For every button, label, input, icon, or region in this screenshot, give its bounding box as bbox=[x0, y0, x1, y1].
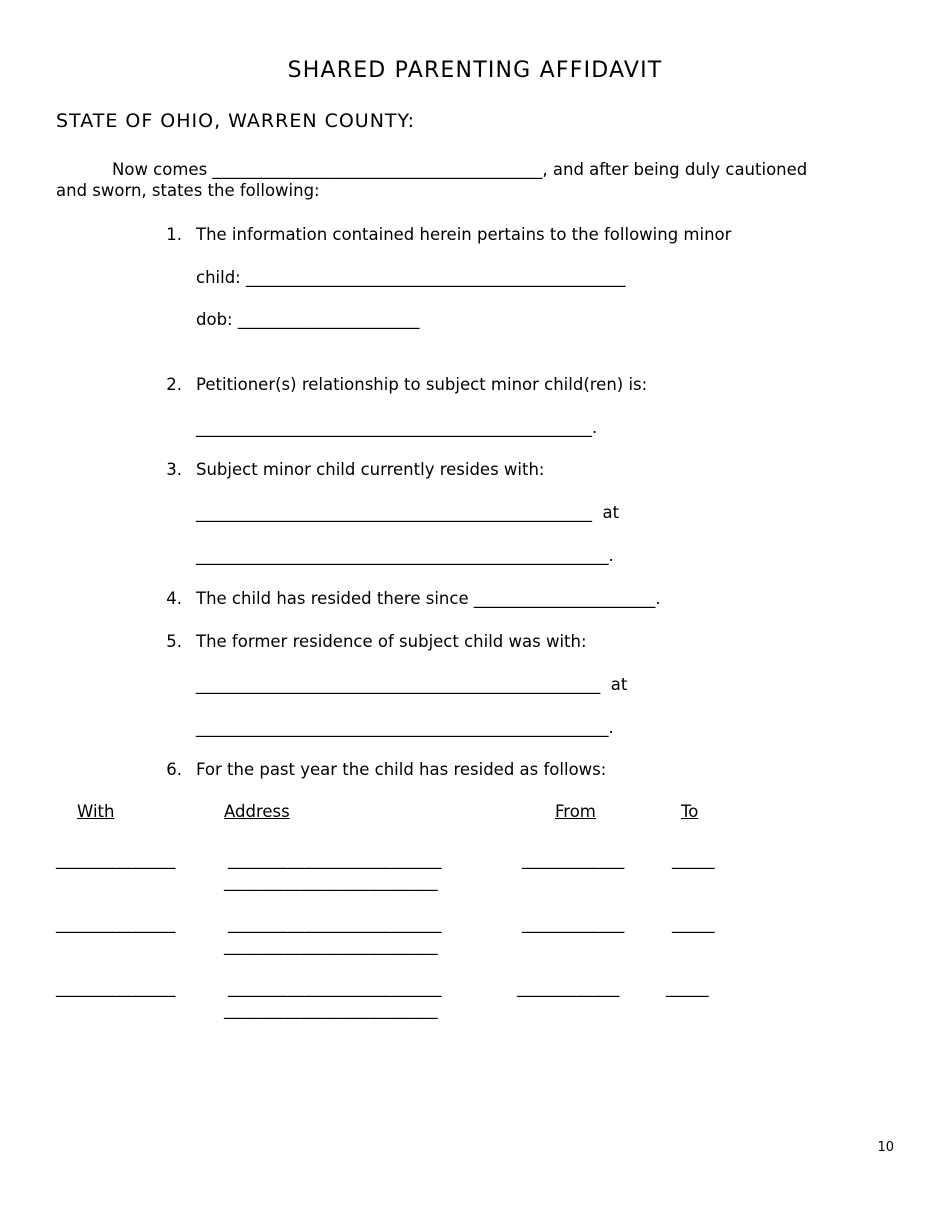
row-2-with-field[interactable]: ______________ bbox=[56, 914, 176, 933]
row-1-from-field[interactable]: ____________ bbox=[522, 850, 625, 869]
row-2-to-field[interactable]: _____ bbox=[672, 914, 715, 933]
item-4-number: 4. bbox=[166, 589, 182, 608]
former-resides-with-field[interactable]: _________________________________________________ at bbox=[196, 675, 628, 694]
row-3-with-field[interactable]: ______________ bbox=[56, 978, 176, 997]
row-2-address-line2-field[interactable]: _________________________ bbox=[224, 936, 438, 955]
item-6-text: For the past year the child has resided as follows: bbox=[196, 760, 607, 779]
jurisdiction-heading: STATE OF OHIO, WARREN COUNTY: bbox=[56, 110, 416, 132]
resided-since-field[interactable]: The child has resided there since ______________________. bbox=[196, 589, 661, 608]
item-2-text: Petitioner(s) relationship to subject minor child(ren) is: bbox=[196, 375, 648, 394]
item-6-number: 6. bbox=[166, 760, 182, 779]
row-1-to-field[interactable]: _____ bbox=[672, 850, 715, 869]
row-3-from-field[interactable]: ____________ bbox=[517, 978, 620, 997]
child-dob-field[interactable]: dob: ______________________ bbox=[196, 310, 420, 329]
row-1-address-line2-field[interactable]: _________________________ bbox=[224, 872, 438, 891]
page-number: 10 bbox=[877, 1140, 894, 1155]
item-1-number: 1. bbox=[166, 225, 182, 244]
row-3-to-field[interactable]: _____ bbox=[666, 978, 709, 997]
column-header-with: With bbox=[77, 802, 115, 821]
current-address-field[interactable]: __________________________________________________. bbox=[196, 546, 614, 565]
row-2-from-field[interactable]: ____________ bbox=[522, 914, 625, 933]
column-header-address: Address bbox=[224, 802, 290, 821]
item-5-number: 5. bbox=[166, 632, 182, 651]
row-1-address-field[interactable]: _________________________ bbox=[228, 850, 442, 869]
row-3-address-field[interactable]: _________________________ bbox=[228, 978, 442, 997]
item-5-text: The former residence of subject child was with: bbox=[196, 632, 587, 651]
row-3-address-line2-field[interactable]: _________________________ bbox=[224, 1000, 438, 1019]
item-3-number: 3. bbox=[166, 460, 182, 479]
relationship-field[interactable]: ________________________________________________. bbox=[196, 418, 598, 437]
row-2-address-field[interactable]: _________________________ bbox=[228, 914, 442, 933]
current-resides-with-field[interactable]: ________________________________________________ at bbox=[196, 503, 620, 522]
document-title: SHARED PARENTING AFFIDAVIT bbox=[287, 58, 663, 83]
item-1-text: The information contained herein pertains to the following minor bbox=[196, 225, 732, 244]
child-name-field[interactable]: child: ______________________________________________ bbox=[196, 268, 626, 287]
column-header-from: From bbox=[555, 802, 596, 821]
intro-line-2: and sworn, states the following: bbox=[56, 181, 320, 200]
row-1-with-field[interactable]: ______________ bbox=[56, 850, 176, 869]
former-address-field[interactable]: __________________________________________________. bbox=[196, 718, 614, 737]
item-2-number: 2. bbox=[166, 375, 182, 394]
column-header-to: To bbox=[681, 802, 699, 821]
intro-line-1: Now comes ________________________________________, and after being duly cautioned bbox=[112, 160, 808, 179]
item-3-text: Subject minor child currently resides with: bbox=[196, 460, 545, 479]
